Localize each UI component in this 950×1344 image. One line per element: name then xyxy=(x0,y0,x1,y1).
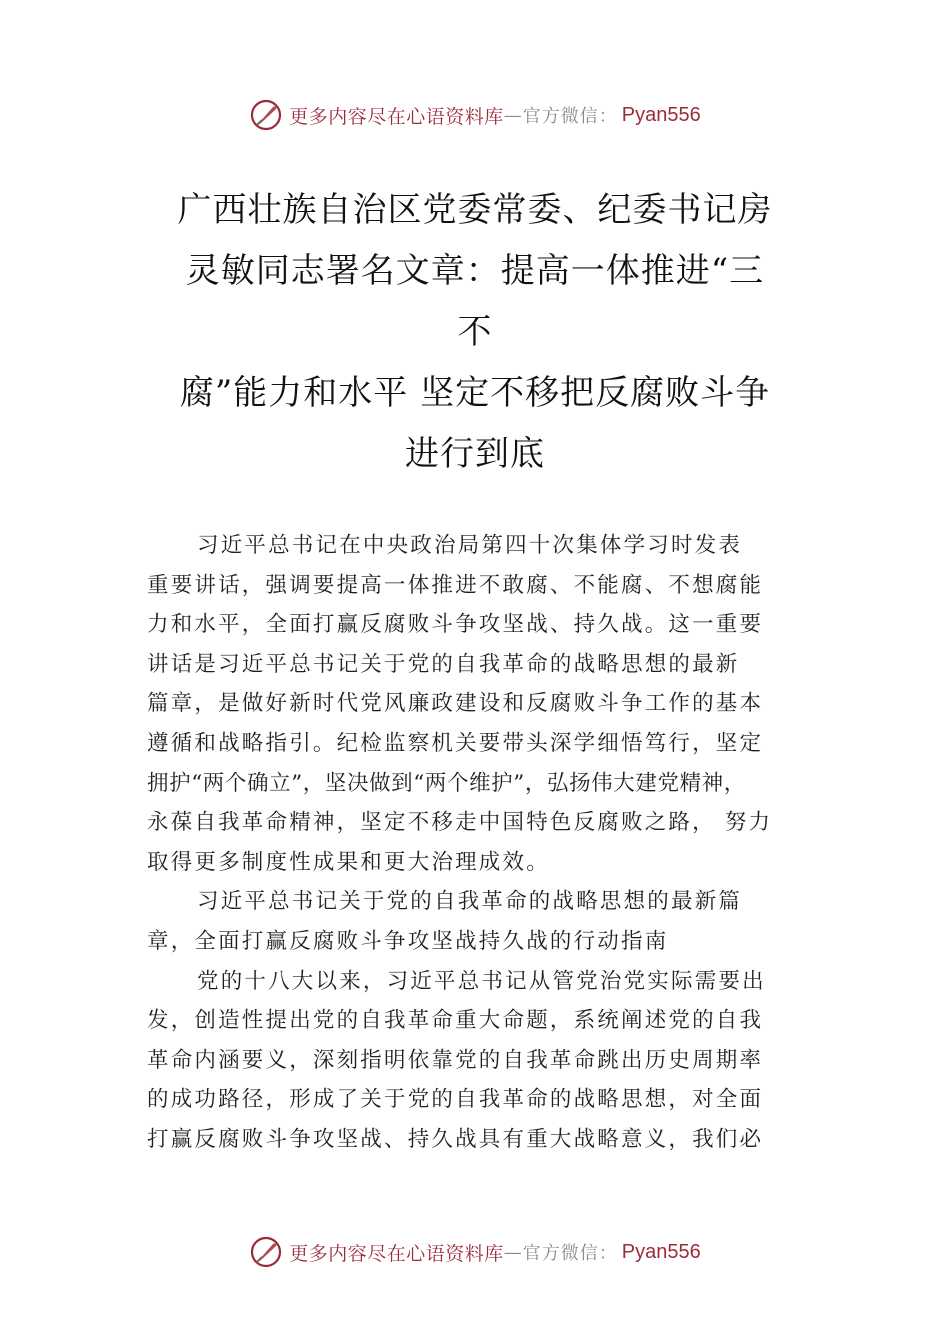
body-line: 拥护“两个确立”，坚决做到“两个维护”，弘扬伟大建党精神， xyxy=(147,770,746,796)
banner-text: 更多内容尽在心语资料库 xyxy=(289,105,504,128)
body-line: 取得更多制度性成果和更大治理成效。 xyxy=(147,849,550,875)
title-line: 腐”能力和水平 坚定不移把反腐败斗争 xyxy=(179,373,771,413)
body-line: 讲话是习近平总书记关于党的自我革命的战略思想的最新 xyxy=(147,651,740,677)
body-line: 力和水平，全面打赢反腐败斗争攻坚战、持久战。这一重要 xyxy=(147,612,764,638)
document-body xyxy=(147,526,832,1160)
body-line: 党的十八大以来，习近平总书记从管党治党实际需要出 xyxy=(197,968,766,994)
feather-pen-logo xyxy=(249,1235,283,1269)
banner-wechat-id: Pyan556 xyxy=(621,103,701,126)
banner-text: 更多内容尽在心语资料库 xyxy=(289,1242,504,1265)
body-line: 革命内涵要义，深刻指明依靠党的自我革命跳出历史周期率 xyxy=(147,1047,764,1073)
banner-dash: — xyxy=(503,1241,523,1263)
section-heading-line: 习近平总书记关于党的自我革命的战略思想的最新篇 xyxy=(197,889,743,915)
body-line: 篇章，是做好新时代党风廉政建设和反腐败斗争工作的基本 xyxy=(147,691,764,717)
banner-wechat-label: 官方微信： xyxy=(522,106,618,127)
body-line: 重要讲话，强调要提高一体推进不敢腐、不能腐、不想腐能 xyxy=(147,572,764,598)
banner-dash: — xyxy=(503,104,523,126)
banner-wechat-id: Pyan556 xyxy=(621,1240,701,1263)
document-title xyxy=(160,180,790,485)
footer-banner xyxy=(0,1232,950,1272)
banner-wechat-label: 官方微信： xyxy=(522,1243,618,1264)
body-line: 的成功路径，形成了关于党的自我革命的战略思想，对全面 xyxy=(147,1087,764,1113)
title-line: 进行到底 xyxy=(405,434,545,474)
title-line: 广西壮族自治区党委常委、纪委书记房 xyxy=(177,190,773,230)
body-line: 永葆自我革命精神，坚定不移走中国特色反腐败之路， 努力 xyxy=(147,810,773,836)
body-line: 习近平总书记在中央政治局第四十次集体学习时发表 xyxy=(197,533,743,558)
title-line: 灵敏同志署名文章：提高一体推进“三 xyxy=(185,251,765,291)
body-line: 打赢反腐败斗争攻坚战、持久战具有重大战略意义，我们必 xyxy=(147,1126,764,1152)
body-line: 发，创造性提出党的自我革命重大命题，系统阐述党的自我 xyxy=(147,1008,764,1034)
body-line: 遵循和战略指引。纪检监察机关要带头深学细悟笃行，坚定 xyxy=(147,730,764,756)
title-line: 不 xyxy=(457,312,493,352)
header-banner xyxy=(0,95,950,135)
section-heading-line: 章，全面打赢反腐败斗争攻坚战持久战的行动指南 xyxy=(147,928,669,954)
feather-pen-logo xyxy=(249,98,283,132)
